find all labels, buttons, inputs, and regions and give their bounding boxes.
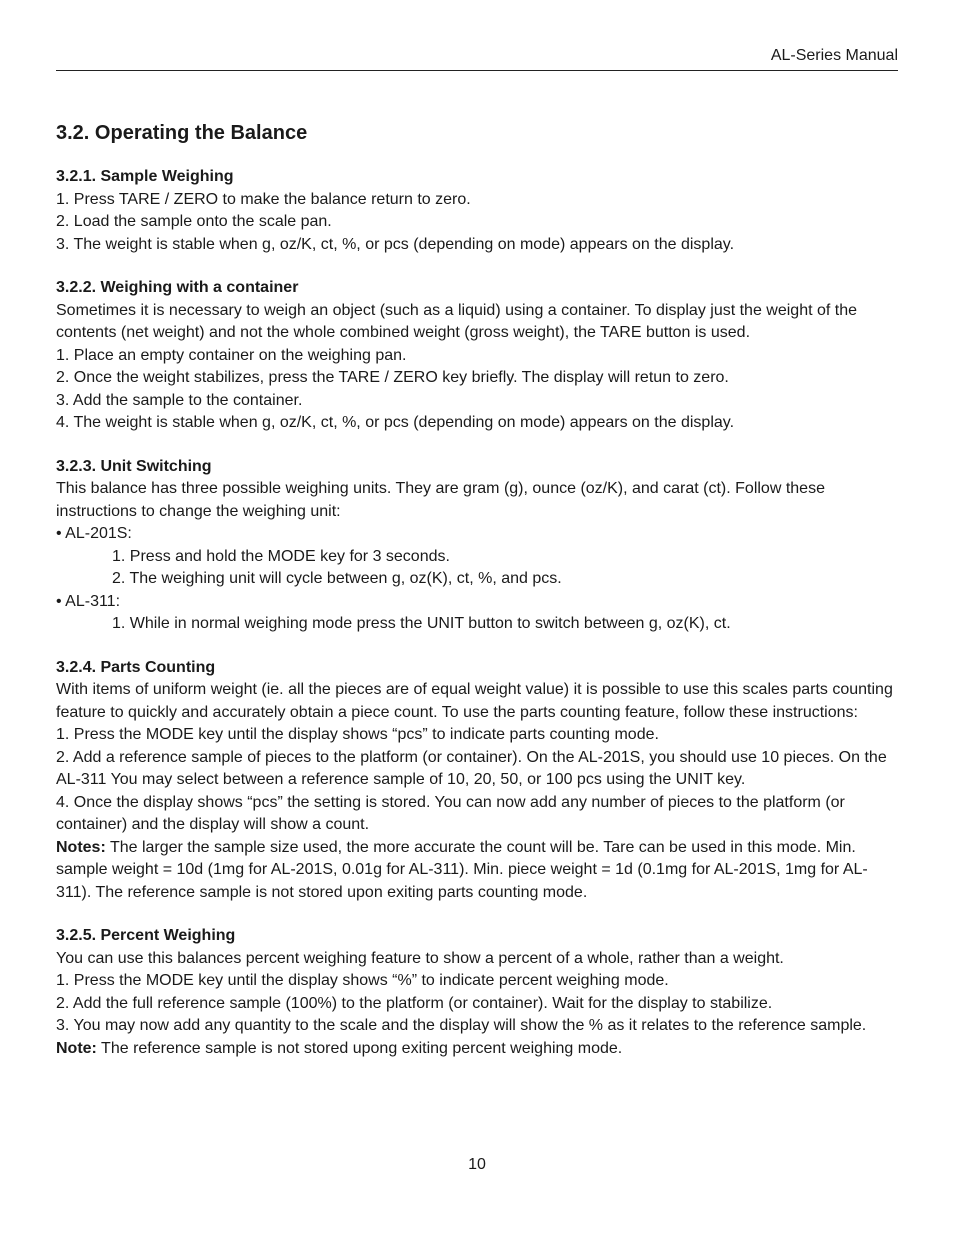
- step: 1. Place an empty container on the weighing pan.: [56, 346, 407, 364]
- step: 3. The weight is stable when g, oz/K, ct, %, or pcs (depending on mode) appears on the display.: [56, 235, 735, 253]
- section-title: 3.2.4. Parts Counting: [56, 658, 216, 676]
- notes-text: The larger the sample size used, the more accurate the count will be. Tare can be used in this mode. Min. sample weight = 10d (1mg for AL-201S, 0.01g for AL-311). Min. piece weight = 1d (0.1mg for AL-201S, 1mg for AL-311). The reference sample is not stored upon exiting parts counting mode.: [56, 838, 868, 901]
- paragraph: With items of uniform weight (ie. all the pieces are of equal weight value) it is possible to use this scales parts counting feature to quickly and accurately obtain a piece count. To use the parts counting feature, follow these instructions:: [56, 681, 893, 721]
- note-label: Note:: [56, 1039, 97, 1057]
- step: 1. Press and hold the MODE key for 3 seconds.: [112, 547, 450, 565]
- section-title: 3.2.5. Percent Weighing: [56, 927, 236, 944]
- step: 2. Add a reference sample of pieces to the platform (or container). On the AL-201S, you should use 10 pieces. On the AL-311 You may select between a reference sample of 10, 20, 50, or 100 pcs using the UNIT key.: [56, 748, 887, 788]
- notes-paragraph: [56, 837, 902, 905]
- page-content: [56, 118, 902, 1081]
- paragraph: Sometimes it is necessary to weigh an object (such as a liquid) using a container. To display just the weight of the contents (net weight) and not the whole combined weight (gross weight), the TARE button is used.: [56, 301, 858, 341]
- section-percent-weighing: [56, 925, 902, 1060]
- step: 4. Once the display shows “pcs” the setting is stored. You can now add any number of pieces to the platform (or container) and the display will show a count.: [56, 793, 845, 833]
- section-unit-switching: [56, 456, 902, 636]
- step: 3. You may now add any quantity to the scale and the display will show the % as it relates to the reference sample.: [56, 1017, 867, 1034]
- page-number: 10: [468, 1156, 486, 1173]
- page-title: 3.2. Operating the Balance: [56, 122, 308, 144]
- paragraph: You can use this balances percent weighing feature to show a percent of a whole, rather than a weight.: [56, 949, 784, 967]
- step: 1. Press the MODE key until the display shows “%” to indicate percent weighing mode.: [56, 972, 669, 989]
- step: 2. Once the weight stabilizes, press the TARE / ZERO key briefly. The display will retun to zero.: [56, 369, 729, 386]
- paragraph: This balance has three possible weighing units. They are gram (g), ounce (oz/K), and carat (ct). Follow these instructions to change the weighing unit:: [56, 480, 825, 520]
- step: 3. Add the sample to the container.: [56, 391, 303, 409]
- section-sample-weighing: [56, 166, 902, 256]
- step: 4. The weight is stable when g, oz/K, ct, %, or pcs (depending on mode) appears on the display.: [56, 414, 735, 431]
- page-header: [56, 46, 898, 71]
- step: 2. The weighing unit will cycle between g, oz(K), ct, %, and pcs.: [112, 570, 562, 587]
- model-bullet: • AL-311:: [56, 592, 121, 610]
- notes-label: Notes:: [56, 838, 106, 856]
- step: 1. While in normal weighing mode press the UNIT button to switch between g, oz(K), ct.: [112, 615, 731, 632]
- section-title: 3.2.3. Unit Switching: [56, 457, 212, 475]
- section-weighing-with-container: [56, 277, 902, 435]
- step: 1. Press TARE / ZERO to make the balance return to zero.: [56, 190, 471, 208]
- step: 1. Press the MODE key until the display shows “pcs” to indicate parts counting mode.: [56, 726, 659, 743]
- model-bullet: • AL-201S:: [56, 525, 132, 542]
- section-parts-counting: [56, 657, 902, 905]
- note-paragraph: [56, 1038, 902, 1061]
- section-title: 3.2.2. Weighing with a container: [56, 279, 299, 296]
- step: 2. Add the full reference sample (100%) to the platform (or container). Wait for the display to stabilize.: [56, 994, 773, 1012]
- header-title: AL-Series Manual: [770, 47, 898, 64]
- note-text: The reference sample is not stored upong exiting percent weighing mode.: [96, 1039, 623, 1057]
- step: 2. Load the sample onto the scale pan.: [56, 213, 332, 230]
- section-title: 3.2.1. Sample Weighing: [56, 168, 234, 185]
